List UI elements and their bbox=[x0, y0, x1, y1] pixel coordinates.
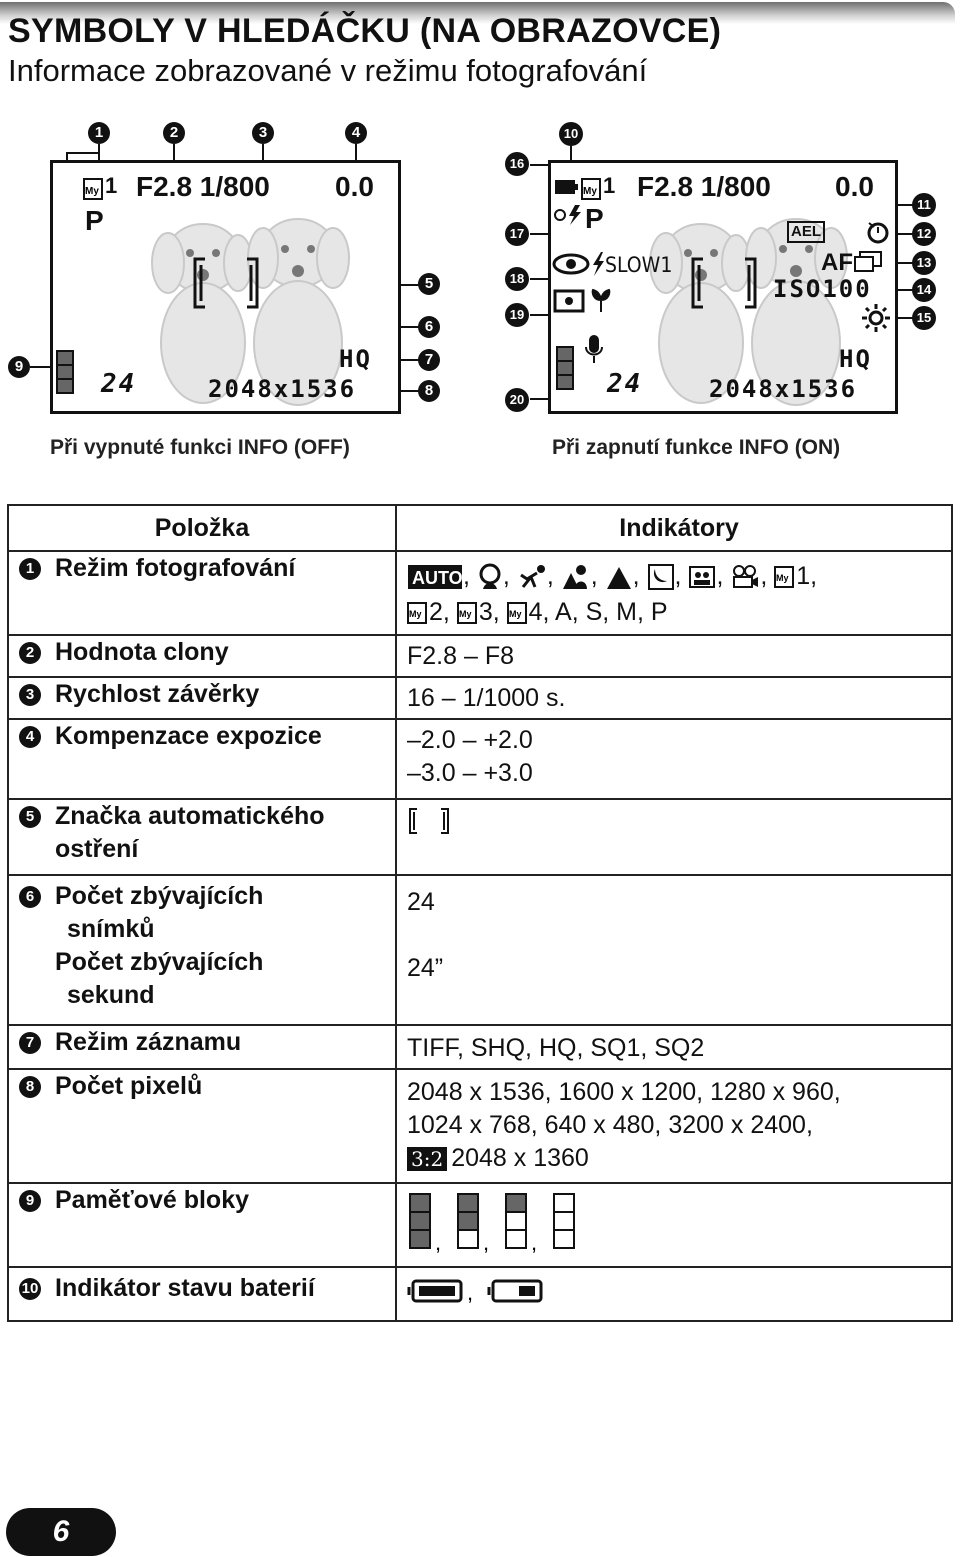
row-label: Režim záznamu bbox=[55, 1028, 242, 1056]
record-mode: HQ bbox=[339, 345, 372, 373]
callout-14: 14 bbox=[912, 278, 936, 302]
leader-16 bbox=[530, 164, 550, 166]
leader-17 bbox=[530, 233, 550, 235]
memory-block-icon bbox=[555, 345, 577, 391]
my1-suffix: 1 bbox=[796, 562, 811, 590]
microphone-icon bbox=[583, 333, 605, 365]
callout-20: 20 bbox=[505, 388, 529, 412]
svg-text:,: , bbox=[435, 1230, 442, 1254]
my-mode-number: 1 bbox=[603, 173, 616, 198]
svg-text:,: , bbox=[483, 1230, 490, 1254]
svg-text:,: , bbox=[531, 1230, 538, 1254]
callout-2: 2 bbox=[163, 122, 185, 144]
row-value-2: 24” bbox=[407, 954, 444, 982]
mode-letters: , A, S, M, P bbox=[542, 598, 668, 626]
program-mode: P bbox=[585, 203, 604, 234]
callout-12: 12 bbox=[912, 222, 936, 246]
frames-remaining: 24 bbox=[101, 369, 137, 399]
row-label: Režim fotografování bbox=[55, 554, 296, 582]
callout-16: 16 bbox=[505, 152, 529, 176]
my1-mode-icon bbox=[774, 564, 796, 590]
callout-9: 9 bbox=[8, 356, 30, 378]
spot-metering-icon bbox=[553, 288, 587, 314]
af-mode-label: AF bbox=[821, 249, 853, 276]
row-value: F2.8 – F8 bbox=[407, 642, 514, 670]
callout-1: 1 bbox=[88, 122, 110, 144]
callout-11: 11 bbox=[912, 193, 936, 217]
callout-8: 8 bbox=[418, 380, 440, 402]
callout-6: 6 bbox=[418, 316, 440, 338]
mode-icons: AUTO , , , , , , , , My 1, bbox=[407, 558, 951, 594]
row-number: 8 bbox=[19, 1076, 41, 1098]
caption-info-on: Při zapnutí funkce INFO (ON) bbox=[552, 436, 841, 459]
callout-7: 7 bbox=[418, 349, 440, 371]
my-mode-number: 1 bbox=[105, 173, 118, 198]
table-row bbox=[8, 551, 952, 635]
aperture-shutter-readout: F2.8 1/800 bbox=[637, 171, 771, 202]
row-label-4: sekund bbox=[67, 981, 155, 1009]
table-row bbox=[8, 875, 952, 1025]
row-label: Paměťové bloky bbox=[55, 1186, 250, 1214]
row-number: 3 bbox=[19, 684, 41, 706]
col-item-header: Položka bbox=[8, 505, 396, 551]
row-label: Značka automatického bbox=[55, 802, 325, 830]
row-value: 2048 x 1536, 1600 x 1200, 1280 x 960, bbox=[407, 1078, 841, 1106]
row-number: 5 bbox=[19, 806, 41, 828]
battery-indicator-icons bbox=[407, 1276, 557, 1306]
night-scene-mode-icon bbox=[647, 563, 675, 591]
af-bracket-icon bbox=[407, 806, 451, 836]
callout-13: 13 bbox=[912, 251, 936, 275]
table-header bbox=[8, 505, 952, 551]
resolution: 2048x1536 bbox=[208, 375, 357, 403]
row-number: 10 bbox=[19, 1278, 41, 1300]
landscape-mode-icon bbox=[605, 563, 633, 591]
svg-text:My: My bbox=[776, 573, 789, 584]
my2-mode-icon bbox=[407, 600, 429, 626]
self-timer-icon bbox=[865, 219, 891, 245]
svg-text:,: , bbox=[467, 1280, 474, 1305]
leader-18 bbox=[530, 278, 550, 280]
exposure-compensation: 0.0 bbox=[835, 171, 874, 202]
row-label-2: ostření bbox=[55, 835, 139, 863]
callout-15: 15 bbox=[912, 306, 936, 330]
row-value-3: 2048 x 1360 bbox=[451, 1144, 589, 1172]
row-number: 9 bbox=[19, 1190, 41, 1212]
my2-suffix: 2 bbox=[429, 598, 443, 626]
row-label: Počet pixelů bbox=[55, 1072, 203, 1100]
battery-icon bbox=[553, 177, 579, 197]
callout-18: 18 bbox=[505, 267, 529, 291]
table-row bbox=[8, 677, 952, 719]
indicator-table bbox=[7, 504, 953, 1322]
movie-mode-icon bbox=[730, 563, 760, 591]
aperture-shutter-readout: F2.8 1/800 bbox=[136, 171, 270, 202]
row-number: 6 bbox=[19, 886, 41, 908]
white-balance-icon bbox=[861, 303, 891, 333]
row-value: TIFF, SHQ, HQ, SQ1, SQ2 bbox=[407, 1034, 705, 1062]
my4-suffix: 4 bbox=[528, 598, 543, 626]
page-number: 6 bbox=[6, 1508, 116, 1556]
af-target-mark bbox=[689, 255, 759, 311]
row-value-2: 1024 x 768, 640 x 480, 3200 x 2400, bbox=[407, 1111, 813, 1139]
row-label: Hodnota clony bbox=[55, 638, 229, 666]
svg-text:My: My bbox=[409, 609, 422, 620]
leader-9 bbox=[30, 366, 52, 368]
page-title: SYMBOLY V HLEDÁČKU (NA OBRAZOVCE) bbox=[8, 12, 722, 50]
memory-block-icon bbox=[55, 349, 77, 395]
callout-19: 19 bbox=[505, 303, 529, 327]
af-target-mark bbox=[191, 255, 261, 311]
table-row bbox=[8, 1025, 952, 1069]
sport-mode-icon bbox=[517, 563, 547, 591]
iso-value: ISO100 bbox=[773, 275, 872, 303]
frames-remaining: 24 bbox=[607, 369, 643, 399]
svg-text:My: My bbox=[508, 609, 522, 620]
svg-text:My: My bbox=[583, 186, 597, 197]
viewfinder-info-on bbox=[548, 160, 898, 414]
callout-5: 5 bbox=[418, 273, 440, 295]
svg-text:My: My bbox=[458, 609, 472, 620]
table-row bbox=[8, 1267, 952, 1321]
sequential-shooting-icon bbox=[853, 249, 885, 275]
svg-text:AUTO: AUTO bbox=[412, 568, 463, 589]
memory-block-icons bbox=[407, 1190, 587, 1254]
row-label: Indikátor stavu baterií bbox=[55, 1274, 315, 1302]
row-value-2: –3.0 – +3.0 bbox=[407, 759, 533, 787]
mode-icons-line2: My 2, My 3, My 4, A, S, M, P bbox=[409, 598, 668, 626]
table-row bbox=[8, 1183, 952, 1267]
row-number: 1 bbox=[19, 558, 41, 580]
aspect-badge: 3:2 bbox=[407, 1147, 447, 1171]
row-label-2: snímků bbox=[67, 915, 155, 943]
callout-10: 10 bbox=[559, 122, 583, 146]
row-label: Rychlost závěrky bbox=[55, 680, 260, 708]
row-value: 24 bbox=[407, 888, 435, 916]
ae-lock-indicator: AEL bbox=[787, 221, 825, 243]
table-row bbox=[8, 635, 952, 677]
record-mode: HQ bbox=[839, 345, 872, 373]
row-number: 2 bbox=[19, 642, 41, 664]
my3-mode-icon bbox=[457, 600, 479, 626]
viewfinder-info-off bbox=[50, 160, 401, 414]
macro-icon bbox=[589, 288, 615, 314]
flash-bolt-icon bbox=[591, 251, 605, 277]
table-row bbox=[8, 719, 952, 799]
leader-1b bbox=[66, 152, 100, 154]
row-label-3: Počet zbývajících bbox=[55, 948, 264, 976]
resolution: 2048x1536 bbox=[709, 375, 858, 403]
portrait-mode-icon bbox=[477, 563, 503, 591]
my4-mode-icon bbox=[507, 600, 529, 626]
landscape-portrait-mode-icon bbox=[561, 563, 591, 591]
exposure-compensation: 0.0 bbox=[335, 171, 374, 202]
leader-19 bbox=[530, 314, 550, 316]
auto-mode-icon bbox=[407, 564, 463, 590]
program-mode: P bbox=[85, 205, 104, 236]
row-value: 16 – 1/1000 s. bbox=[407, 684, 566, 712]
row-number: 4 bbox=[19, 726, 41, 748]
self-portrait-mode-icon bbox=[688, 563, 716, 591]
col-indicator-header: Indikátory bbox=[396, 505, 952, 551]
row-number: 7 bbox=[19, 1032, 41, 1054]
row-label: Kompenzace expozice bbox=[55, 722, 322, 750]
callout-4: 4 bbox=[345, 122, 367, 144]
slow-sync-label: SLOW1 bbox=[605, 253, 673, 277]
callout-3: 3 bbox=[252, 122, 274, 144]
caption-info-off: Při vypnuté funkci INFO (OFF) bbox=[50, 436, 350, 459]
flash-icon bbox=[553, 203, 587, 227]
page-subtitle: Informace zobrazované v režimu fotografování bbox=[8, 53, 648, 88]
table-row bbox=[8, 799, 952, 875]
callout-17: 17 bbox=[505, 222, 529, 246]
my3-suffix: 3 bbox=[478, 598, 493, 626]
red-eye-icon bbox=[551, 251, 595, 277]
row-value: –2.0 – +2.0 bbox=[407, 726, 533, 754]
svg-text:My: My bbox=[85, 186, 99, 197]
row-label: Počet zbývajících bbox=[55, 882, 264, 910]
table-row bbox=[8, 1069, 952, 1183]
